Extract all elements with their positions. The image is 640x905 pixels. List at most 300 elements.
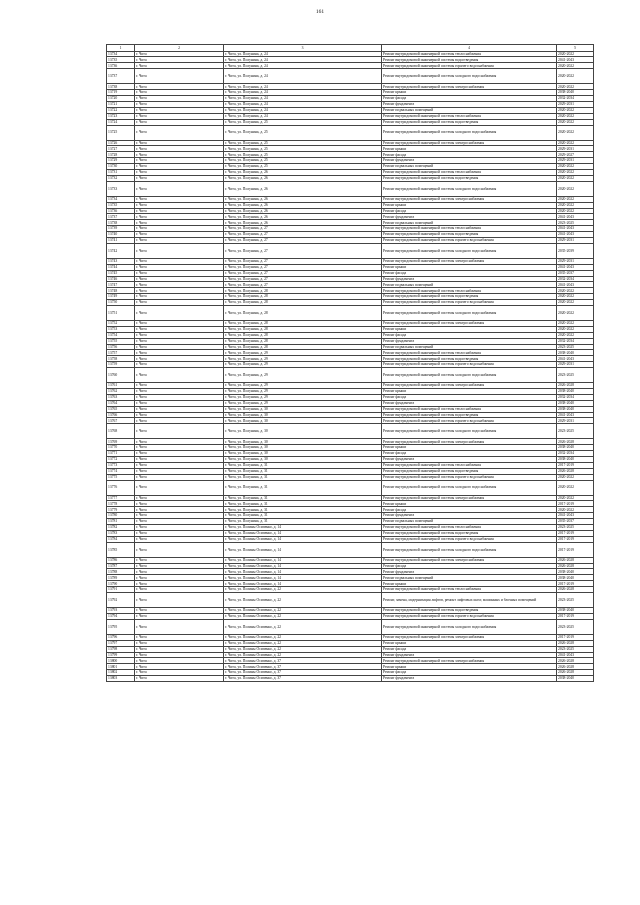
page-number: 161 [315, 9, 325, 15]
address-cell: г. Чита, ул. Полунина, д. 30 [224, 406, 382, 412]
work-type-cell: Ремонт внутридомовой инженерной системы водоотведения [382, 232, 557, 238]
row-number-cell: 13801 [107, 664, 135, 670]
period-cell: 2032-2034 [557, 451, 594, 457]
period-cell: 2020-2022 [557, 175, 594, 181]
period-cell: 2020-2022 [557, 181, 594, 196]
period-cell: 2032-2034 [557, 338, 594, 344]
address-cell: г. Чита, ул. Полунина, д. 26 [224, 196, 382, 202]
row-number-cell: 13799 [107, 652, 135, 658]
address-cell: г. Чита, ул. Полины Осипенко, д. 14 [224, 557, 382, 563]
settlement-cell: г. Чита [135, 243, 224, 258]
settlement-cell: г. Чита [135, 90, 224, 96]
work-type-cell: Ремонт фасада [382, 152, 557, 158]
row-number-cell: 13777 [107, 495, 135, 501]
work-type-cell: Ремонт внутридомовой инженерной системы теплоснабжения [382, 288, 557, 294]
row-number-cell: 13726 [107, 140, 135, 146]
period-cell: 2041-2043 [557, 226, 594, 232]
period-cell: 2035-2037 [557, 270, 594, 276]
row-number-cell: 13746 [107, 276, 135, 282]
address-cell: г. Чита, ул. Полунина, д. 24 [224, 69, 382, 84]
settlement-cell: г. Чита [135, 581, 224, 587]
work-type-cell: Ремонт внутридомовой инженерной системы холодного водоснабжения [382, 368, 557, 383]
work-type-cell: Ремонт внутридомовой инженерной системы водоотведения [382, 530, 557, 536]
address-cell: г. Чита, ул. Полунина, д. 24 [224, 113, 382, 119]
work-type-cell: Ремонт фундамента [382, 338, 557, 344]
address-cell: г. Чита, ул. Полунина, д. 26 [224, 169, 382, 175]
settlement-cell: г. Чита [135, 406, 224, 412]
period-cell: 2041-2043 [557, 513, 594, 519]
settlement-cell: г. Чита [135, 451, 224, 457]
settlement-cell: г. Чита [135, 400, 224, 406]
period-cell: 2029-2027 [557, 152, 594, 158]
period-cell: 2029-2031 [557, 237, 594, 243]
work-type-cell: Ремонт внутридомовой инженерной системы электроснабжения [382, 196, 557, 202]
period-cell: 2017-2019 [557, 462, 594, 468]
period-cell: 2020-2022 [557, 196, 594, 202]
row-number-cell: 13765 [107, 406, 135, 412]
work-type-cell: Ремонт внутридомовой инженерной системы холодного водоснабжения [382, 305, 557, 320]
period-cell: 2020-2022 [557, 63, 594, 69]
address-cell: г. Чита, ул. Полунина, д. 29 [224, 400, 382, 406]
settlement-cell: г. Чита [135, 495, 224, 501]
period-cell: 2017-2019 [557, 581, 594, 587]
row-number-cell: 13780 [107, 513, 135, 519]
address-cell: г. Чита, ул. Полунина, д. 30 [224, 457, 382, 463]
settlement-cell: г. Чита [135, 530, 224, 536]
address-cell: г. Чита, ул. Полунина, д. 26 [224, 175, 382, 181]
row-number-cell: 13720 [107, 96, 135, 102]
address-cell: г. Чита, ул. Полунина, д. 31 [224, 513, 382, 519]
address-cell: г. Чита, ул. Полины Осипенко, д. 22 [224, 593, 382, 608]
work-type-cell: Ремонт фундамента [382, 101, 557, 107]
row-number-cell: 13735 [107, 57, 135, 63]
row-number-cell: 13783 [107, 530, 135, 536]
address-cell: г. Чита, ул. Полины Осипенко, д. 37 [224, 670, 382, 676]
address-cell: г. Чита, ул. Полунина, д. 25 [224, 125, 382, 140]
work-type-cell: Ремонт внутридомовой инженерной системы водоотведения [382, 294, 557, 300]
row-number-cell: 13731 [107, 169, 135, 175]
address-cell: г. Чита, ул. Полины Осипенко, д. 37 [224, 676, 382, 682]
address-cell: г. Чита, ул. Полины Осипенко, д. 22 [224, 608, 382, 614]
table-row [107, 542, 594, 557]
row-number-cell: 13725 [107, 125, 135, 140]
period-cell: 2041-2043 [557, 232, 594, 238]
period-cell: 2026-2028 [557, 468, 594, 474]
work-type-cell: Ремонт внутридомовой инженерной системы водоотведения [382, 608, 557, 614]
work-type-cell: Ремонт крыши [382, 389, 557, 395]
row-number-cell: 13719 [107, 90, 135, 96]
address-cell: г. Чита, ул. Полунина, д. 30 [224, 445, 382, 451]
row-number-cell: 13742 [107, 243, 135, 258]
period-cell: 2020-2022 [557, 125, 594, 140]
row-number-cell: 13756 [107, 344, 135, 350]
row-number-cell: 13727 [107, 146, 135, 152]
table-row [107, 305, 594, 320]
period-cell: 2020-2022 [557, 84, 594, 90]
address-cell: г. Чита, ул. Полунина, д. 27 [224, 270, 382, 276]
address-cell: г. Чита, ул. Полунина, д. 26 [224, 202, 382, 208]
address-cell: г. Чита, ул. Полунина, д. 29 [224, 383, 382, 389]
address-cell: г. Чита, ул. Полунина, д. 27 [224, 282, 382, 288]
settlement-cell: г. Чита [135, 670, 224, 676]
table-row [107, 619, 594, 634]
period-cell: 2029-2031 [557, 258, 594, 264]
address-cell: г. Чита, ул. Полунина, д. 27 [224, 232, 382, 238]
period-cell: 2026-2028 [557, 563, 594, 569]
row-number-cell: 13770 [107, 445, 135, 451]
settlement-cell: г. Чита [135, 575, 224, 581]
address-cell: г. Чита, ул. Полунина, д. 28 [224, 320, 382, 326]
address-cell: г. Чита, ул. Полунина, д. 25 [224, 140, 382, 146]
settlement-cell: г. Чита [135, 158, 224, 164]
work-type-cell: Ремонт крыши [382, 445, 557, 451]
period-cell: 2020-2022 [557, 305, 594, 320]
settlement-cell: г. Чита [135, 634, 224, 640]
period-cell: 2017-2019 [557, 530, 594, 536]
address-cell: г. Чита, ул. Полины Осипенко, д. 14 [224, 575, 382, 581]
row-number-cell: 13771 [107, 451, 135, 457]
row-number-cell: 13768 [107, 424, 135, 439]
work-type-cell: Ремонт крыши [382, 146, 557, 152]
settlement-cell: г. Чита [135, 208, 224, 214]
row-number-cell: 13787 [107, 563, 135, 569]
period-cell: 2023-2025 [557, 646, 594, 652]
settlement-cell: г. Чита [135, 462, 224, 468]
address-cell: г. Чита, ул. Полины Осипенко, д. 37 [224, 658, 382, 664]
work-type-cell: Ремонт подвальных помещений [382, 107, 557, 113]
work-type-cell: Ремонт внутридомовой инженерной системы электроснабжения [382, 320, 557, 326]
address-cell: г. Чита, ул. Полунина, д. 25 [224, 152, 382, 158]
work-type-cell: Ремонт крыши [382, 664, 557, 670]
row-number-cell: 13776 [107, 480, 135, 495]
row-number-cell: 13750 [107, 300, 135, 306]
work-type-cell: Ремонт внутридомовой инженерной системы электроснабжения [382, 658, 557, 664]
address-cell: г. Чита, ул. Полины Осипенко, д. 14 [224, 581, 382, 587]
work-type-cell: Ремонт фундамента [382, 400, 557, 406]
table-row [107, 593, 594, 608]
period-cell: 2020-2022 [557, 202, 594, 208]
settlement-cell: г. Чита [135, 394, 224, 400]
work-type-cell: Ремонт внутридомовой инженерной системы электроснабжения [382, 634, 557, 640]
settlement-cell: г. Чита [135, 69, 224, 84]
settlement-cell: г. Чита [135, 480, 224, 495]
period-cell: 2038-2040 [557, 406, 594, 412]
work-type-cell: Ремонт внутридомовой инженерной системы холодного водоснабжения [382, 243, 557, 258]
period-cell: 2017-2019 [557, 542, 594, 557]
header-cell: 5 [557, 45, 594, 52]
period-cell: 2038-2040 [557, 569, 594, 575]
settlement-cell: г. Чита [135, 569, 224, 575]
work-type-cell: Ремонт крыши [382, 202, 557, 208]
row-number-cell: 13760 [107, 368, 135, 383]
row-number-cell: 13767 [107, 418, 135, 424]
address-cell: г. Чита, ул. Полунина, д. 27 [224, 237, 382, 243]
period-cell: 2020-2022 [557, 164, 594, 170]
period-cell: 2038-2040 [557, 575, 594, 581]
row-number-cell: 13775 [107, 474, 135, 480]
row-number-cell: 13741 [107, 237, 135, 243]
settlement-cell: г. Чита [135, 350, 224, 356]
period-cell: 2020-2022 [557, 326, 594, 332]
address-cell: г. Чита, ул. Полины Осипенко, д. 14 [224, 530, 382, 536]
row-number-cell: 13784 [107, 536, 135, 542]
period-cell: 2020-2022 [557, 51, 594, 57]
settlement-cell: г. Чита [135, 140, 224, 146]
work-type-cell: Ремонт фундамента [382, 214, 557, 220]
period-cell: 2038-2040 [557, 608, 594, 614]
address-cell: г. Чита, ул. Полунина, д. 24 [224, 57, 382, 63]
row-number-cell: 13761 [107, 383, 135, 389]
address-cell: г. Чита, ул. Полунина, д. 30 [224, 451, 382, 457]
table-row [107, 125, 594, 140]
settlement-cell: г. Чита [135, 468, 224, 474]
period-cell: 2020-2022 [557, 495, 594, 501]
settlement-cell: г. Чита [135, 383, 224, 389]
work-type-cell: Ремонт внутридомовой инженерной системы теплоснабжения [382, 113, 557, 119]
work-type-cell: Ремонт фасада [382, 507, 557, 513]
work-type-cell: Ремонт фасада [382, 563, 557, 569]
work-type-cell: Ремонт крыши [382, 501, 557, 507]
period-cell: 2023-2025 [557, 525, 594, 531]
address-cell: г. Чита, ул. Полунина, д. 31 [224, 462, 382, 468]
row-number-cell: 13802 [107, 670, 135, 676]
period-cell: 2020-2022 [557, 288, 594, 294]
work-type-cell: Ремонт крыши [382, 264, 557, 270]
address-cell: г. Чита, ул. Полунина, д. 27 [224, 226, 382, 232]
address-cell: г. Чита, ул. Полунина, д. 29 [224, 389, 382, 395]
period-cell: 2026-2028 [557, 557, 594, 563]
address-cell: г. Чита, ул. Полунина, д. 30 [224, 418, 382, 424]
period-cell: 2035-2037 [557, 519, 594, 525]
period-cell: 2020-2022 [557, 119, 594, 125]
work-type-cell: Ремонт внутридомовой инженерной системы горячего водоснабжения [382, 418, 557, 424]
period-cell: 2020-2022 [557, 507, 594, 513]
period-cell: 2017-2019 [557, 634, 594, 640]
work-type-cell: Ремонт внутридомовой инженерной системы водоотведения [382, 57, 557, 63]
work-type-cell: Ремонт крыши [382, 90, 557, 96]
work-type-cell: Ремонт фасада [382, 96, 557, 102]
row-number-cell: 13803 [107, 676, 135, 682]
settlement-cell: г. Чита [135, 164, 224, 170]
row-number-cell: 13744 [107, 264, 135, 270]
work-type-cell: Ремонт, замена, модернизация лифтов, ремонт лифтовых шахт, машинных и блочных помещений [382, 593, 557, 608]
address-cell: г. Чита, ул. Полунина, д. 30 [224, 412, 382, 418]
work-type-cell: Ремонт внутридомовой инженерной системы холодного водоснабжения [382, 424, 557, 439]
address-cell: г. Чита, ул. Полунина, д. 26 [224, 220, 382, 226]
period-cell: 2017-2019 [557, 613, 594, 619]
work-type-cell: Ремонт фасада [382, 332, 557, 338]
address-cell: г. Чита, ул. Полунина, д. 30 [224, 439, 382, 445]
address-cell: г. Чита, ул. Полины Осипенко, д. 22 [224, 652, 382, 658]
row-number-cell: 13797 [107, 640, 135, 646]
work-type-cell: Ремонт внутридомовой инженерной системы теплоснабжения [382, 587, 557, 593]
settlement-cell: г. Чита [135, 356, 224, 362]
period-cell: 2029-2031 [557, 362, 594, 368]
address-cell: г. Чита, ул. Полунина, д. 28 [224, 294, 382, 300]
work-type-cell: Ремонт внутридомовой инженерной системы горячего водоснабжения [382, 300, 557, 306]
work-type-cell: Ремонт внутридомовой инженерной системы электроснабжения [382, 557, 557, 563]
settlement-cell: г. Чита [135, 63, 224, 69]
row-number-cell: 13738 [107, 220, 135, 226]
settlement-cell: г. Чита [135, 332, 224, 338]
address-cell: г. Чита, ул. Полунина, д. 24 [224, 96, 382, 102]
header-cell: 3 [224, 45, 382, 52]
row-number-cell: 13772 [107, 457, 135, 463]
work-type-cell: Ремонт внутридомовой инженерной системы теплоснабжения [382, 406, 557, 412]
period-cell: 2041-2043 [557, 57, 594, 63]
work-type-cell: Ремонт внутридомовой инженерной системы водоотведения [382, 356, 557, 362]
address-cell: г. Чита, ул. Полунина, д. 31 [224, 468, 382, 474]
settlement-cell: г. Чита [135, 113, 224, 119]
work-type-cell: Ремонт внутридомовой инженерной системы электроснабжения [382, 495, 557, 501]
settlement-cell: г. Чита [135, 664, 224, 670]
row-number-cell: 13789 [107, 575, 135, 581]
period-cell: 2038-2040 [557, 445, 594, 451]
header-cell: 2 [135, 45, 224, 52]
settlement-cell: г. Чита [135, 513, 224, 519]
address-cell: г. Чита, ул. Полины Осипенко, д. 14 [224, 525, 382, 531]
row-number-cell: 13773 [107, 462, 135, 468]
settlement-cell: г. Чита [135, 276, 224, 282]
period-cell: 2020-2022 [557, 320, 594, 326]
work-type-cell: Ремонт внутридомовой инженерной системы холодного водоснабжения [382, 619, 557, 634]
address-cell: г. Чита, ул. Полунина, д. 28 [224, 344, 382, 350]
address-cell: г. Чита, ул. Полунина, д. 27 [224, 243, 382, 258]
row-number-cell: 13729 [107, 158, 135, 164]
work-type-cell: Ремонт внутридомовой инженерной системы теплоснабжения [382, 51, 557, 57]
work-type-cell: Ремонт внутридомовой инженерной системы холодного водоснабжения [382, 181, 557, 196]
address-cell: г. Чита, ул. Полунина, д. 25 [224, 158, 382, 164]
address-cell: г. Чита, ул. Полунина, д. 24 [224, 107, 382, 113]
header-cell: 1 [107, 45, 135, 52]
settlement-cell: г. Чита [135, 181, 224, 196]
address-cell: г. Чита, ул. Полины Осипенко, д. 14 [224, 569, 382, 575]
settlement-cell: г. Чита [135, 536, 224, 542]
period-cell: 2038-2040 [557, 400, 594, 406]
work-type-cell: Ремонт крыши [382, 326, 557, 332]
row-number-cell: 13782 [107, 525, 135, 531]
row-number-cell: 13752 [107, 320, 135, 326]
table-row [107, 243, 594, 258]
work-type-cell: Ремонт фундамента [382, 158, 557, 164]
work-type-cell: Ремонт внутридомовой инженерной системы горячего водоснабжения [382, 237, 557, 243]
row-number-cell: 13730 [107, 164, 135, 170]
period-cell: 2017-2019 [557, 536, 594, 542]
work-type-cell: Ремонт внутридомовой инженерной системы водоотведения [382, 175, 557, 181]
work-type-cell: Ремонт подвальных помещений [382, 519, 557, 525]
settlement-cell: г. Чита [135, 418, 224, 424]
work-type-cell: Ремонт фундамента [382, 569, 557, 575]
work-type-cell: Ремонт внутридомовой инженерной системы холодного водоснабжения [382, 69, 557, 84]
row-number-cell: 13724 [107, 119, 135, 125]
period-cell: 2017-2019 [557, 501, 594, 507]
period-cell: 2023-2025 [557, 220, 594, 226]
address-cell: г. Чита, ул. Полунина, д. 27 [224, 258, 382, 264]
row-number-cell: 13755 [107, 338, 135, 344]
address-cell: г. Чита, ул. Полунина, д. 30 [224, 424, 382, 439]
settlement-cell: г. Чита [135, 101, 224, 107]
work-type-cell: Ремонт подвальных помещений [382, 164, 557, 170]
address-cell: г. Чита, ул. Полины Осипенко, д. 22 [224, 640, 382, 646]
address-cell: г. Чита, ул. Полунина, д. 26 [224, 181, 382, 196]
period-cell: 2023-2025 [557, 619, 594, 634]
settlement-cell: г. Чита [135, 608, 224, 614]
period-cell: 2023-2025 [557, 593, 594, 608]
settlement-cell: г. Чита [135, 119, 224, 125]
work-type-cell: Ремонт подвальных помещений [382, 220, 557, 226]
period-cell: 2029-2031 [557, 158, 594, 164]
period-cell: 2041-2043 [557, 652, 594, 658]
address-cell: г. Чита, ул. Полунина, д. 29 [224, 362, 382, 368]
address-cell: г. Чита, ул. Полунина, д. 28 [224, 338, 382, 344]
settlement-cell: г. Чита [135, 270, 224, 276]
period-cell: 2023-2025 [557, 368, 594, 383]
row-number-cell: 13758 [107, 356, 135, 362]
address-cell: г. Чита, ул. Полунина, д. 24 [224, 101, 382, 107]
period-cell: 2023-2025 [557, 424, 594, 439]
row-number-cell: 13790 [107, 581, 135, 587]
address-cell: г. Чита, ул. Полунина, д. 27 [224, 276, 382, 282]
period-cell: 2041-2043 [557, 356, 594, 362]
settlement-cell: г. Чита [135, 305, 224, 320]
work-type-cell: Ремонт фундамента [382, 676, 557, 682]
work-type-cell: Ремонт внутридомовой инженерной системы водоотведения [382, 468, 557, 474]
period-cell: 2020-2022 [557, 107, 594, 113]
settlement-cell: г. Чита [135, 424, 224, 439]
row-number-cell: 13757 [107, 350, 135, 356]
address-cell: г. Чита, ул. Полины Осипенко, д. 22 [224, 613, 382, 619]
settlement-cell: г. Чита [135, 258, 224, 264]
period-cell: 2026-2028 [557, 670, 594, 676]
work-type-cell: Ремонт фундамента [382, 652, 557, 658]
address-cell: г. Чита, ул. Полунина, д. 28 [224, 305, 382, 320]
row-number-cell: 13723 [107, 113, 135, 119]
work-type-cell: Ремонт фасада [382, 451, 557, 457]
row-number-cell: 13728 [107, 152, 135, 158]
settlement-cell: г. Чита [135, 107, 224, 113]
settlement-cell: г. Чита [135, 320, 224, 326]
settlement-cell: г. Чита [135, 232, 224, 238]
row-number-cell: 13736 [107, 208, 135, 214]
settlement-cell: г. Чита [135, 220, 224, 226]
row-number-cell: 13786 [107, 557, 135, 563]
address-cell: г. Чита, ул. Полунина, д. 31 [224, 495, 382, 501]
row-number-cell: 13766 [107, 412, 135, 418]
address-cell: г. Чита, ул. Полунина, д. 31 [224, 480, 382, 495]
work-type-cell: Ремонт внутридомовой инженерной системы горячего водоснабжения [382, 613, 557, 619]
period-cell: 2032-2034 [557, 276, 594, 282]
settlement-cell: г. Чита [135, 652, 224, 658]
table-row [107, 368, 594, 383]
address-cell: г. Чита, ул. Полунина, д. 29 [224, 350, 382, 356]
settlement-cell: г. Чита [135, 152, 224, 158]
row-number-cell: 13769 [107, 439, 135, 445]
work-type-cell: Ремонт внутридомовой инженерной системы холодного водоснабжения [382, 542, 557, 557]
work-type-cell: Ремонт фасада [382, 670, 557, 676]
address-cell: г. Чита, ул. Полунина, д. 31 [224, 474, 382, 480]
work-type-cell: Ремонт внутридомовой инженерной системы холодного водоснабжения [382, 125, 557, 140]
period-cell: 2020-2022 [557, 169, 594, 175]
settlement-cell: г. Чита [135, 338, 224, 344]
row-number-cell: 13737 [107, 214, 135, 220]
settlement-cell: г. Чита [135, 474, 224, 480]
work-type-cell: Ремонт внутридомовой инженерной системы горячего водоснабжения [382, 63, 557, 69]
row-number-cell: 13736 [107, 63, 135, 69]
work-type-cell: Ремонт внутридомовой инженерной системы теплоснабжения [382, 226, 557, 232]
work-type-cell: Ремонт внутридомовой инженерной системы теплоснабжения [382, 169, 557, 175]
period-cell: 2026-2028 [557, 640, 594, 646]
settlement-cell: г. Чита [135, 646, 224, 652]
